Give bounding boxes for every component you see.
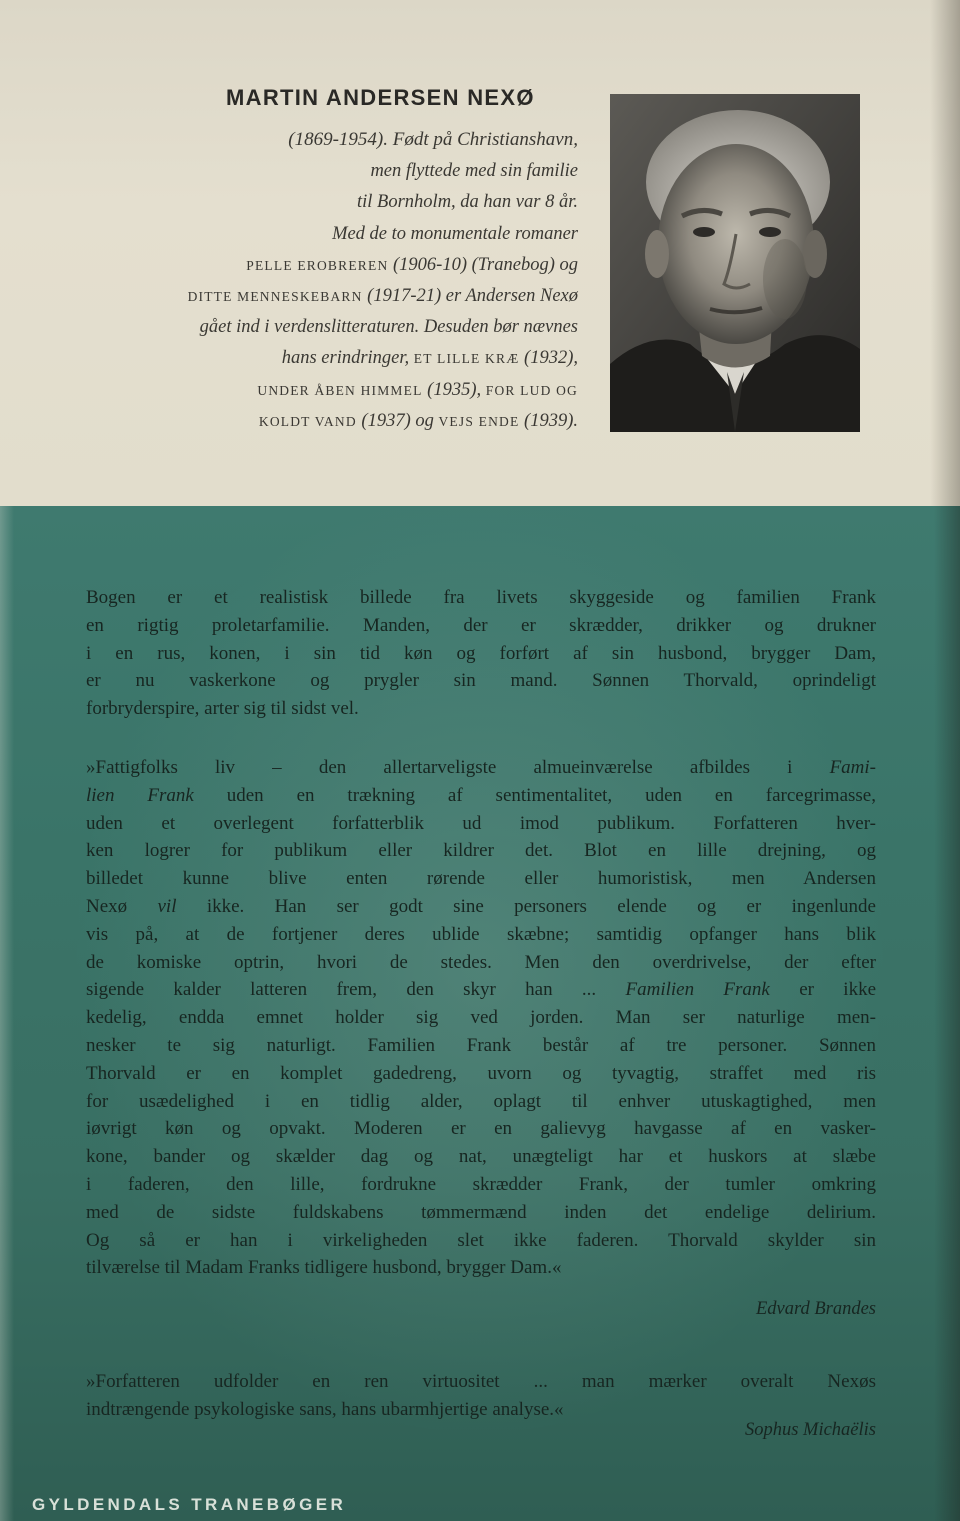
author-bio — [40, 124, 578, 437]
text-line: »Forfatteren udfolder en ren virtuositet ... man mærker overalt Nexøs — [86, 1371, 876, 1392]
text-line: Bogen er et realistisk billede fra livets skyggeside og familien Frank — [86, 587, 876, 608]
bio-line: UNDER ÅBEN HIMMEL (1935), FOR LUD OG — [257, 379, 578, 400]
review-signature: Sophus Michaëlis — [744, 1420, 876, 1440]
publisher-imprint: GYLDENDALS TRANEBØGER — [32, 1495, 347, 1514]
text-line: uden et overlegent forfatterblik ud imod publikum. Forfatteren hver- — [86, 812, 876, 834]
bio-line: DITTE MENNESKEBARN (1917-21) er Andersen Nexø — [187, 286, 578, 307]
book-title: DITTE MENNESKEBARN — [187, 289, 363, 305]
text-line: tilværelse til Madam Franks tidligere husbond, brygger Dam.« — [86, 1257, 562, 1279]
text-line: »Fattigfolks liv – den allertarveligste almueinværelse afbildes i Fami- — [86, 757, 876, 778]
bio-line: gået ind i verdenslitteraturen. Desuden bør nævnes — [199, 317, 578, 338]
text-line: Nexø vil ikke. Han ser godt sine personers elende og er ingenlunde — [86, 895, 876, 917]
review-quote — [86, 754, 876, 1282]
book-title: VEJS ENDE — [438, 413, 520, 429]
bio-line: (1869-1954). Født på Christianshavn, — [288, 129, 578, 150]
book-description — [86, 584, 876, 723]
book-title: KOLDT VAND — [258, 413, 357, 429]
text-line: med de sidste fuldskabens tømmermænd inden det endelige delirium. — [86, 1201, 876, 1223]
text-line: de komiske optrin, hvori de stedes. Men den overdrivelse, der efter — [86, 951, 876, 973]
text-line: er nu vaskerkone og prygler sin mand. Sønnen Thorvald, oprindeligt — [86, 670, 876, 692]
book-title: UNDER ÅBEN HIMMEL — [257, 382, 423, 398]
text-line: nesker te sig naturligt. Familien Frank består af tre personer. Sønnen — [86, 1034, 876, 1056]
bio-line: Med de to monumentale romaner — [332, 223, 578, 244]
text-line: kedelig, endda emnet holder sig ved jorden. Man ser naturlige men- — [86, 1007, 876, 1029]
text-line: lien Frank uden en trækning af sentimentalitet, uden en farcegrimasse, — [86, 784, 876, 806]
text-line: Thorvald er en komplet gadedreng, uvorn og tyvagtig, straffet med ris — [86, 1062, 876, 1084]
text-line: i faderen, den lille, fordrukne skrædder Frank, der tumler omkring — [86, 1173, 876, 1195]
book-title: FOR LUD OG — [485, 382, 578, 398]
text-line: vis på, at de fortjener deres ublide skæbne; samtidig opfanger hans blik — [86, 923, 876, 945]
book-title: ET LILLE KRÆ — [413, 351, 520, 367]
bio-line: KOLDT VAND (1937) og VEJS ENDE (1939). — [258, 410, 578, 431]
text-line: ken logrer for publikum eller kildrer det. Blot en lille drejning, og — [86, 840, 876, 862]
author-name: MARTIN ANDERSEN NEXØ — [226, 85, 535, 110]
text-line: for usædelighed i en tidlig alder, oplagt til enhver utuskagtighed, men — [86, 1090, 876, 1112]
text-line: en rigtig proletarfamilie. Manden, der er skrædder, drikker og drukner — [86, 614, 876, 636]
text-line: forbryderspire, arter sig til sidst vel. — [86, 698, 359, 720]
text-line: Og så er han i virkeligheden slet ikke faderen. Thorvald skylder sin — [86, 1229, 876, 1251]
blurb-panel — [0, 506, 960, 1521]
text-line: sigende kalder latteren frem, den skyr han ... Familien Frank er ikke — [86, 979, 876, 1001]
bio-line: til Bornholm, da han var 8 år. — [357, 192, 578, 213]
review-quote — [86, 1368, 876, 1424]
bio-line: PELLE EROBREREN (1906-10) (Tranebog) og — [246, 254, 578, 275]
author-panel — [0, 0, 960, 506]
bio-line: men flyttede med sin familie — [370, 161, 578, 182]
bio-line: hans erindringer, ET LILLE KRÆ (1932), — [281, 348, 578, 369]
book-title: PELLE EROBREREN — [246, 257, 389, 273]
author-portrait-photo — [610, 94, 860, 432]
text-line: billedet kunne blive enten rørende eller humoristisk, men Andersen — [86, 868, 876, 890]
text-line: iøvrigt køn og opvakt. Moderen er en galievyg havgasse af en vasker- — [86, 1118, 876, 1140]
text-line: i en rus, konen, i sin tid køn og forført af sin husbond, brygger Dam, — [86, 642, 876, 664]
review-signature: Edvard Brandes — [755, 1299, 876, 1319]
text-line: kone, bander og skælder dag og nat, unægteligt har et huskors at slæbe — [86, 1146, 876, 1168]
text-line: indtrængende psykologiske sans, hans ubarmhjertige analyse.« — [86, 1398, 564, 1420]
